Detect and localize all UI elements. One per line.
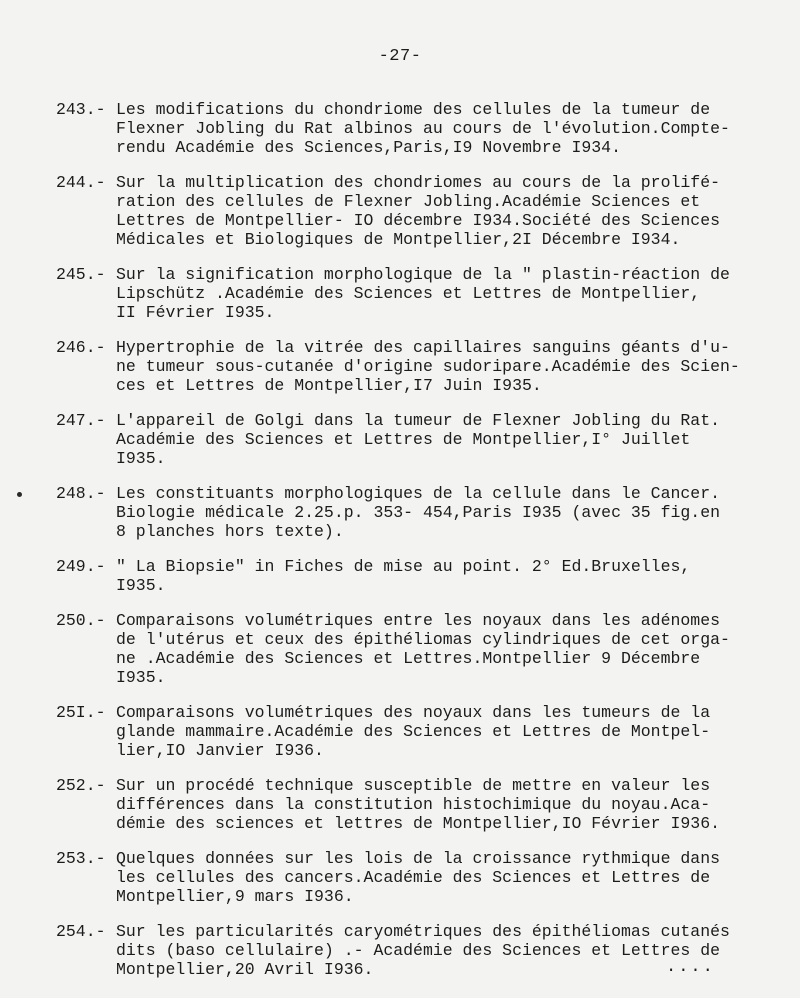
entry-line: I935.	[116, 449, 166, 468]
entry-line: L'appareil de Golgi dans la tumeur de Flexner Jobling du Rat.	[116, 411, 720, 430]
entry-line: Académie des Sciences et Lettres de Montpellier,I° Juillet	[116, 430, 691, 449]
entry-line: Sur les particularités caryométriques des épithéliomas cutanés	[116, 922, 730, 941]
entry-text	[116, 411, 786, 468]
entry-line: rendu Académie des Sciences,Paris,I9 Novembre I934.	[116, 138, 621, 157]
entry-number: 252.-	[56, 776, 106, 795]
entry-text	[116, 338, 786, 395]
entry-line: Montpellier,9 mars I936.	[116, 887, 354, 906]
entry-line: les cellules des cancers.Académie des Sciences et Lettres de	[116, 868, 711, 887]
entry-text	[116, 703, 786, 760]
entry-text	[116, 557, 786, 595]
entry-line: " La Biopsie" in Fiches de mise au point. 2° Ed.Bruxelles,	[116, 557, 691, 576]
entry-line: ration des cellules de Flexner Jobling.Académie Sciences et	[116, 192, 701, 211]
bibliography-entry	[56, 338, 786, 395]
page-number: -27-	[378, 47, 422, 66]
entry-text	[116, 265, 786, 322]
bibliography-entry	[56, 611, 786, 687]
entry-text	[116, 173, 786, 249]
entry-line: Sur la multiplication des chondriomes au cours de la prolifé-	[116, 173, 720, 192]
bibliography-entry	[56, 776, 786, 833]
entry-number: 250.-	[56, 611, 106, 630]
bibliography-entry	[56, 484, 786, 541]
entry-line: ne tumeur sous-cutanée d'origine sudoripare.Académie des Scien-	[116, 357, 740, 376]
entry-line: I935.	[116, 576, 166, 595]
entry-line: différences dans la constitution histochimique du noyau.Aca-	[116, 795, 711, 814]
entry-line: de l'utérus et ceux des épithéliomas cylindriques de cet orga-	[116, 630, 730, 649]
entry-line: Biologie médicale 2.25.p. 353- 454,Paris I935 (avec 35 fig.en	[116, 503, 720, 522]
entry-number: 244.-	[56, 173, 106, 192]
entry-line: Comparaisons volumétriques des noyaux dans les tumeurs de la	[116, 703, 711, 722]
entry-line: Quelques données sur les lois de la croissance rythmique dans	[116, 849, 720, 868]
entry-line: Médicales et Biologiques de Montpellier,2I Décembre I934.	[116, 230, 681, 249]
entry-line: II Février I935.	[116, 303, 275, 322]
entry-number: 248.-	[56, 484, 106, 503]
entry-line: Les constituants morphologiques de la cellule dans le Cancer.	[116, 484, 720, 503]
entry-number: 247.-	[56, 411, 106, 430]
entry-number: 25I.-	[56, 703, 106, 722]
entry-line: Flexner Jobling du Rat albinos au cours de l'évolution.Compte-	[116, 119, 730, 138]
entry-line: démie des sciences et lettres de Montpellier,IO Février I936.	[116, 814, 720, 833]
continuation-mark: ....	[666, 958, 715, 977]
bibliography-entry	[56, 100, 786, 157]
entry-text	[116, 776, 786, 833]
entry-number: 253.-	[56, 849, 106, 868]
entry-number: 245.-	[56, 265, 106, 284]
bibliography-entry	[56, 849, 786, 906]
entry-number: 249.-	[56, 557, 106, 576]
margin-mark	[17, 492, 22, 497]
entry-number: 246.-	[56, 338, 106, 357]
entry-line: I935.	[116, 668, 166, 687]
bibliography-list	[56, 100, 786, 995]
bibliography-entry	[56, 557, 786, 595]
entry-line: ne .Académie des Sciences et Lettres.Montpellier 9 Décembre	[116, 649, 701, 668]
entry-line: Hypertrophie de la vitrée des capillaires sanguins géants d'u-	[116, 338, 730, 357]
entry-line: Sur un procédé technique susceptible de mettre en valeur les	[116, 776, 711, 795]
entry-line: Lettres de Montpellier- IO décembre I934.Société des Sciences	[116, 211, 720, 230]
entry-line: dits (baso cellulaire) .- Académie des Sciences et Lettres de	[116, 941, 720, 960]
entry-line: Les modifications du chondriome des cellules de la tumeur de	[116, 100, 711, 119]
entry-line: ces et Lettres de Montpellier,I7 Juin I935.	[116, 376, 542, 395]
bibliography-entry	[56, 173, 786, 249]
bibliography-entry	[56, 265, 786, 322]
entry-number: 254.-	[56, 922, 106, 941]
entry-line: lier,IO Janvier I936.	[116, 741, 324, 760]
entry-line: 8 planches hors texte).	[116, 522, 344, 541]
bibliography-entry	[56, 703, 786, 760]
entry-text	[116, 611, 786, 687]
entry-number: 243.-	[56, 100, 106, 119]
entry-text	[116, 849, 786, 906]
entry-text	[116, 100, 786, 157]
entry-line: Comparaisons volumétriques entre les noyaux dans les adénomes	[116, 611, 720, 630]
bibliography-entry	[56, 411, 786, 468]
entry-text	[116, 484, 786, 541]
entry-line: Montpellier,20 Avril I936.	[116, 960, 374, 979]
entry-line: Lipschütz .Académie des Sciences et Lettres de Montpellier,	[116, 284, 701, 303]
entry-line: glande mammaire.Académie des Sciences et Lettres de Montpel-	[116, 722, 711, 741]
entry-line: Sur la signification morphologique de la " plastin-réaction de	[116, 265, 730, 284]
